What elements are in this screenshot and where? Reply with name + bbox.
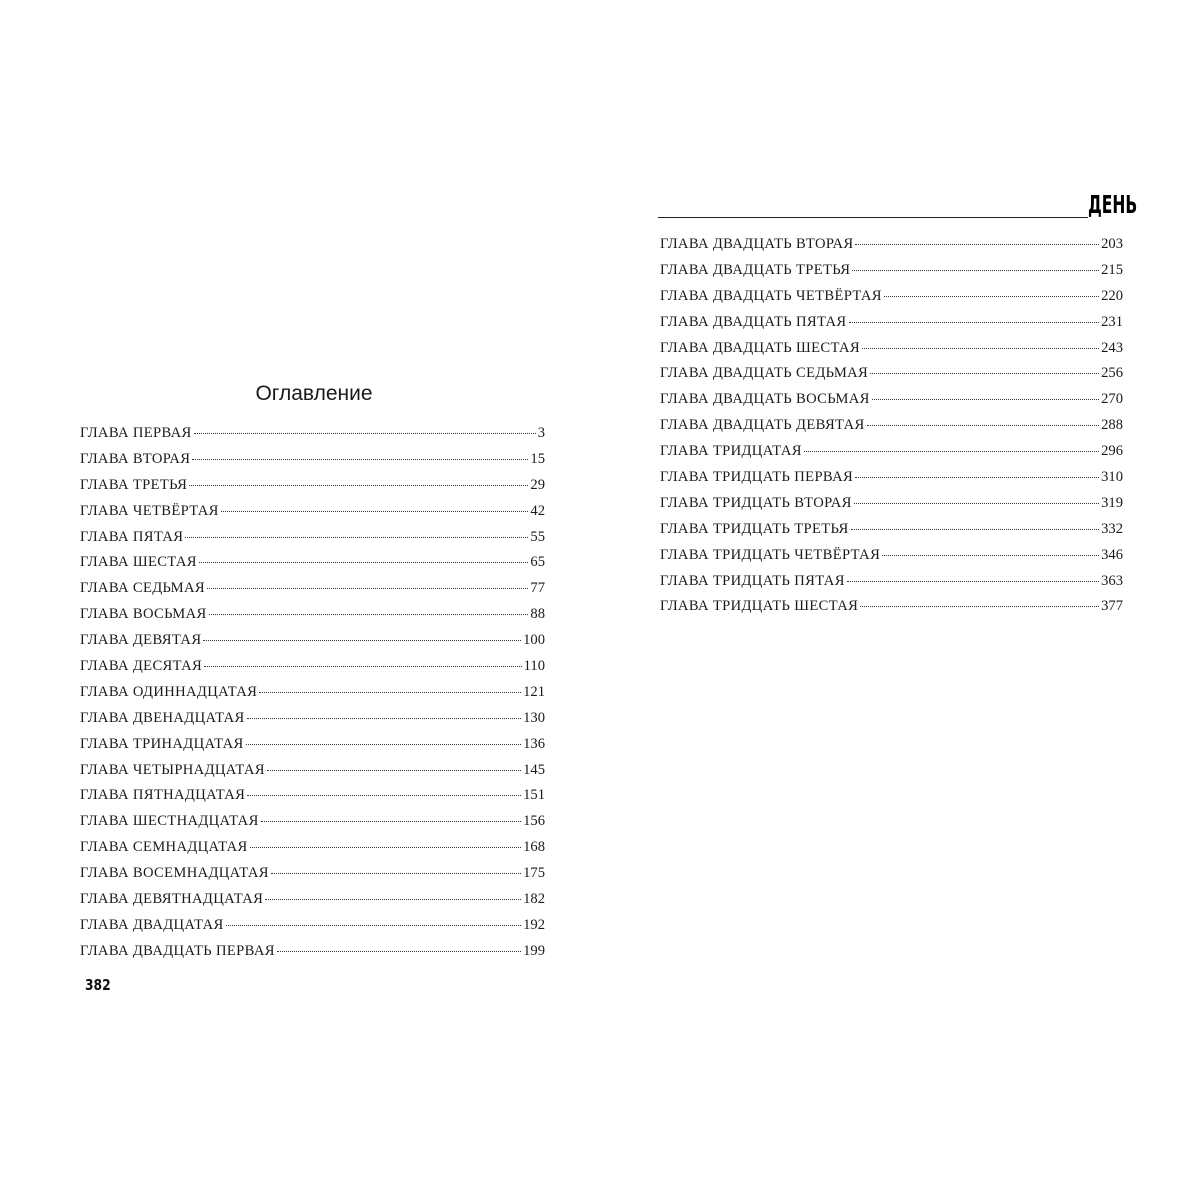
- dot-leader: [277, 951, 521, 952]
- dot-leader: [226, 925, 522, 926]
- toc-entry-label: ГЛАВА ТРИДЦАТАЯ: [660, 443, 802, 460]
- toc-entry: [80, 554, 545, 580]
- page-number: 382: [85, 976, 111, 994]
- toc-entry-label: ГЛАВА ДЕВЯТНАДЦАТАЯ: [80, 891, 264, 908]
- toc-entry-label: ГЛАВА СЕДЬМАЯ: [80, 580, 205, 597]
- toc-entry-page: 168: [523, 839, 545, 856]
- toc-entry-page: 145: [523, 761, 545, 778]
- dot-leader: [192, 459, 528, 460]
- toc-entry-label: ГЛАВА ЧЕТВЁРТАЯ: [80, 502, 219, 519]
- toc-entry-label: ГЛАВА ПЕРВАЯ: [80, 425, 192, 441]
- toc-entry: [80, 425, 545, 451]
- toc-entry: [660, 469, 1123, 495]
- dot-leader: [849, 322, 1100, 323]
- toc-entry-page: 220: [1101, 287, 1123, 304]
- toc-entry: [80, 632, 545, 658]
- dot-leader: [882, 555, 1099, 556]
- dot-leader: [872, 399, 1099, 400]
- toc-entry: [660, 365, 1123, 391]
- toc-entry: [80, 917, 545, 943]
- right-page: [600, 0, 1200, 1200]
- dot-leader: [870, 373, 1099, 374]
- toc-list-left: [80, 425, 545, 969]
- toc-entry: [80, 451, 545, 477]
- dot-leader: [207, 588, 528, 589]
- toc-entry: [660, 598, 1123, 624]
- dot-leader: [854, 503, 1099, 504]
- dot-leader: [867, 425, 1100, 426]
- toc-entry-label: ГЛАВА ШЕСТНАДЦАТАЯ: [80, 813, 259, 830]
- toc-entry: [80, 865, 545, 891]
- dot-leader: [851, 529, 1100, 530]
- toc-entry-label: ГЛАВА ДВАДЦАТЬ ВОСЬМАЯ: [660, 391, 870, 408]
- dot-leader: [855, 477, 1099, 478]
- dot-leader: [265, 899, 521, 900]
- toc-entry: [660, 495, 1123, 521]
- dot-leader: [884, 296, 1099, 297]
- toc-entry: [660, 288, 1123, 314]
- dot-leader: [194, 433, 536, 434]
- toc-entry-page: 55: [530, 528, 545, 545]
- toc-entry-page: 151: [523, 787, 545, 804]
- dot-leader: [209, 614, 529, 615]
- dot-leader: [247, 795, 521, 796]
- toc-entry-label: ГЛАВА ДВАДЦАТЬ ШЕСТАЯ: [660, 339, 860, 356]
- toc-entry-label: ГЛАВА ТРИДЦАТЬ ВТОРАЯ: [660, 494, 852, 511]
- toc-entry-label: ГЛАВА ТРИДЦАТЬ ПЯТАЯ: [660, 572, 845, 589]
- toc-entry-page: 65: [530, 554, 545, 571]
- toc-entry: [80, 503, 545, 529]
- toc-entry-label: ГЛАВА ШЕСТАЯ: [80, 554, 197, 571]
- toc-entry-page: 288: [1101, 417, 1123, 434]
- toc-entry-page: 319: [1101, 494, 1123, 511]
- toc-entry-page: 3: [537, 425, 545, 441]
- toc-entry: [80, 477, 545, 503]
- toc-entry: [80, 736, 545, 762]
- dot-leader: [199, 562, 529, 563]
- dot-leader: [804, 451, 1099, 452]
- toc-entry-label: ГЛАВА ДВЕНАДЦАТАЯ: [80, 709, 245, 726]
- toc-entry: [80, 813, 545, 839]
- toc-entry: [660, 340, 1123, 366]
- toc-entry-page: 100: [523, 632, 545, 649]
- toc-entry-page: 377: [1101, 598, 1123, 615]
- toc-entry-page: 332: [1101, 520, 1123, 537]
- toc-entry: [80, 580, 545, 606]
- dot-leader: [203, 640, 521, 641]
- toc-entry-page: 310: [1101, 469, 1123, 486]
- dot-leader: [271, 873, 521, 874]
- dot-leader: [852, 270, 1099, 271]
- toc-entry-label: ГЛАВА ДВАДЦАТЬ ЧЕТВЁРТАЯ: [660, 287, 882, 304]
- toc-entry-label: ГЛАВА ДВАДЦАТЬ ДЕВЯТАЯ: [660, 417, 865, 434]
- toc-entry-label: ГЛАВА ДЕВЯТАЯ: [80, 632, 202, 649]
- toc-entry-page: 29: [530, 476, 545, 493]
- toc-entry-page: 136: [523, 735, 545, 752]
- dot-leader: [855, 244, 1099, 245]
- toc-entry-page: 15: [530, 450, 545, 467]
- toc-entry-label: ГЛАВА ТРИДЦАТЬ ЧЕТВЁРТАЯ: [660, 546, 881, 563]
- toc-entry-label: ГЛАВА ДВАДЦАТЬ ВТОРАЯ: [660, 236, 854, 252]
- toc-entry-label: ГЛАВА ДВАДЦАТЬ ТРЕТЬЯ: [660, 261, 851, 278]
- dot-leader: [847, 581, 1099, 582]
- toc-entry: [660, 547, 1123, 573]
- dot-leader: [189, 485, 528, 486]
- toc-entry-label: ГЛАВА ПЯТАЯ: [80, 528, 184, 545]
- toc-entry-page: 121: [523, 683, 545, 700]
- dot-leader: [221, 511, 529, 512]
- toc-entry: [80, 529, 545, 555]
- toc-entry-label: ГЛАВА ТРИДЦАТЬ ШЕСТАЯ: [660, 598, 859, 615]
- dot-leader: [247, 718, 521, 719]
- toc-entry-page: 270: [1101, 391, 1123, 408]
- dot-leader: [862, 348, 1099, 349]
- running-head: ДЕНЬ: [1088, 190, 1138, 219]
- toc-list-right: [660, 236, 1123, 624]
- toc-entry: [660, 236, 1123, 262]
- toc-entry-label: ГЛАВА СЕМНАДЦАТАЯ: [80, 839, 248, 856]
- toc-entry-label: ГЛАВА ТРИДЦАТЬ ПЕРВАЯ: [660, 469, 854, 486]
- toc-entry-page: 231: [1101, 313, 1123, 330]
- toc-entry: [660, 314, 1123, 340]
- toc-entry-label: ГЛАВА ДВАДЦАТАЯ: [80, 916, 224, 933]
- toc-entry: [660, 417, 1123, 443]
- toc-entry-page: 175: [523, 865, 545, 882]
- toc-entry: [80, 839, 545, 865]
- dot-leader: [250, 847, 521, 848]
- toc-entry: [80, 658, 545, 684]
- toc-entry-page: 130: [523, 709, 545, 726]
- dot-leader: [261, 821, 521, 822]
- toc-entry: [660, 521, 1123, 547]
- toc-entry-page: 203: [1101, 236, 1123, 252]
- toc-entry-page: 156: [523, 813, 545, 830]
- toc-entry-label: ГЛАВА ДЕСЯТАЯ: [80, 658, 203, 675]
- toc-entry: [660, 443, 1123, 469]
- toc-entry-page: 346: [1101, 546, 1123, 563]
- toc-entry-label: ГЛАВА ВОСЬМАЯ: [80, 606, 207, 623]
- toc-entry-label: ГЛАВА ТРИДЦАТЬ ТРЕТЬЯ: [660, 520, 849, 537]
- toc-entry-page: 110: [523, 658, 545, 675]
- toc-entry-label: ГЛАВА ВТОРАЯ: [80, 450, 191, 467]
- toc-entry: [660, 262, 1123, 288]
- toc-entry-label: ГЛАВА ВОСЕМНАДЦАТАЯ: [80, 865, 269, 882]
- dot-leader: [259, 692, 521, 693]
- toc-entry: [80, 787, 545, 813]
- toc-entry-page: 88: [530, 606, 545, 623]
- toc-entry-page: 243: [1101, 339, 1123, 356]
- toc-entry: [80, 943, 545, 969]
- toc-entry-label: ГЛАВА ДВАДЦАТЬ ПЕРВАЯ: [80, 942, 275, 959]
- toc-entry-page: 363: [1101, 572, 1123, 589]
- toc-entry-label: ГЛАВА ДВАДЦАТЬ ПЯТАЯ: [660, 313, 847, 330]
- toc-entry-label: ГЛАВА ЧЕТЫРНАДЦАТАЯ: [80, 761, 265, 778]
- toc-entry-page: 296: [1101, 443, 1123, 460]
- toc-entry-label: ГЛАВА ТРЕТЬЯ: [80, 476, 188, 493]
- dot-leader: [246, 744, 522, 745]
- toc-entry-label: ГЛАВА ПЯТНАДЦАТАЯ: [80, 787, 246, 804]
- toc-entry: [80, 710, 545, 736]
- toc-entry-page: 77: [530, 580, 545, 597]
- toc-entry: [80, 684, 545, 710]
- toc-entry-page: 192: [523, 916, 545, 933]
- dot-leader: [267, 770, 521, 771]
- toc-entry-label: ГЛАВА ОДИННАДЦАТАЯ: [80, 683, 258, 700]
- toc-entry: [660, 573, 1123, 599]
- toc-entry-label: ГЛАВА ДВАДЦАТЬ СЕДЬМАЯ: [660, 365, 869, 382]
- toc-entry-page: 199: [523, 942, 545, 959]
- toc-entry: [80, 606, 545, 632]
- dot-leader: [860, 606, 1099, 607]
- toc-entry: [660, 391, 1123, 417]
- toc-entry-page: 42: [530, 502, 545, 519]
- toc-entry-label: ГЛАВА ТРИНАДЦАТАЯ: [80, 735, 244, 752]
- toc-entry: [80, 762, 545, 788]
- toc-entry: [80, 891, 545, 917]
- toc-entry-page: 256: [1101, 365, 1123, 382]
- dot-leader: [185, 537, 528, 538]
- dot-leader: [204, 666, 522, 667]
- header-rule: [658, 217, 1088, 218]
- toc-entry-page: 182: [523, 891, 545, 908]
- toc-title: Оглавление: [255, 382, 373, 405]
- toc-entry-page: 215: [1101, 261, 1123, 278]
